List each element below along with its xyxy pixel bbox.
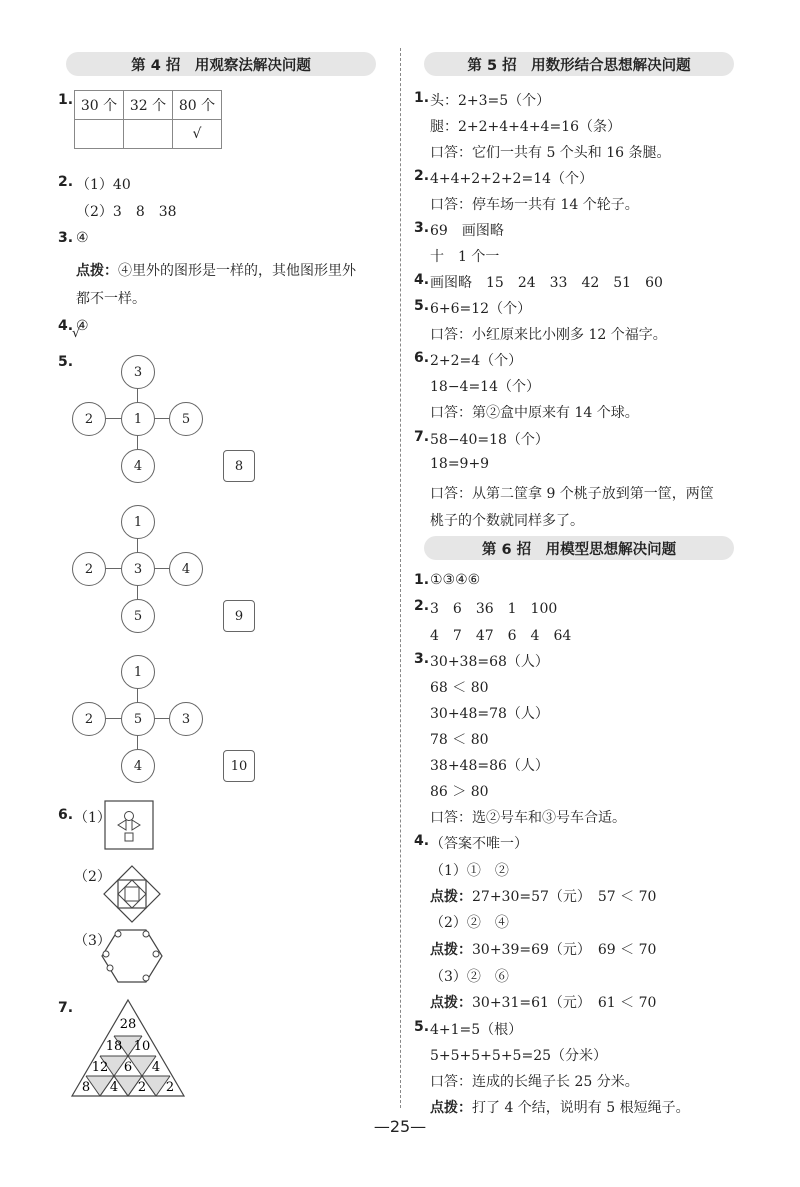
circle-left: 2 — [72, 702, 106, 736]
s5-q7-line-1: 58−40=18（个） — [430, 432, 549, 448]
circle-bottom: 5 — [121, 599, 155, 633]
s6-q3-line-7: 口答：选②号车和③号车合适。 — [430, 810, 626, 826]
s5-q6-number: 6. — [414, 350, 430, 366]
hexagon-figure — [100, 928, 164, 984]
table-cell — [124, 120, 173, 149]
q3-number: 3. — [58, 230, 74, 246]
s6-q4-hint-2 — [430, 939, 656, 959]
hint-text: 30+31=61（元） 61 ＜ 70 — [472, 995, 657, 1011]
hint-label: 点拨： — [430, 889, 472, 905]
q3-line-3: 都不一样。 — [76, 291, 146, 307]
q3-hint — [76, 260, 356, 280]
page-number: —25— — [373, 1117, 427, 1136]
q5-number: 5. — [58, 354, 74, 370]
q7-number: 7. — [58, 1000, 74, 1016]
circle-center: 3 — [121, 552, 155, 586]
hint-label: 点拨： — [430, 1100, 472, 1116]
s6-q3-number: 3. — [414, 651, 430, 667]
s6-q3-line-4: 78 ＜ 80 — [430, 732, 489, 748]
section-5-title: 第 5 招 用数形结合思想解决问题 — [467, 57, 691, 74]
nested-squares-figure — [102, 864, 162, 924]
pyramid-cell: 6 — [123, 1060, 133, 1075]
s6-q3-line-6: 86 ＞ 80 — [430, 784, 489, 800]
hint-text: 27+30=57（元） 57 ＜ 70 — [472, 889, 657, 905]
hint-label: 点拨： — [430, 995, 472, 1011]
q1-number: 1. — [58, 92, 74, 108]
circle-left: 2 — [72, 402, 106, 436]
s6-q2-line-2: 4 7 47 6 4 64 — [430, 628, 572, 644]
q6-part-2-label: （2） — [74, 869, 111, 885]
s5-q1-line-2: 腿：2+2+4+4+4=16（条） — [430, 119, 622, 135]
pyramid-cell: 2 — [137, 1080, 147, 1095]
q2-number: 2. — [58, 174, 74, 190]
q2-line-1: （1）40 — [76, 177, 131, 193]
table-cell: 32 个 — [124, 91, 173, 120]
s6-q2-number: 2. — [414, 598, 430, 614]
hint-text: 30+39=69（元） 69 ＜ 70 — [472, 942, 657, 958]
s5-q3-line-2: 十 1 个一 — [430, 249, 500, 265]
sum-box: 10 — [223, 750, 255, 782]
answer-table — [74, 90, 222, 149]
q6-part-3-label: （3） — [74, 933, 111, 949]
pyramid-cell: 28 — [119, 1017, 137, 1032]
s5-q2-line-2: 口答：停车场一共有 14 个轮子。 — [430, 197, 639, 213]
s6-q3-line-3: 30+48=78（人） — [430, 706, 549, 722]
hint-text: 打了 4 个结，说明有 5 根短绳子。 — [472, 1100, 690, 1116]
pyramid-cell: 12 — [91, 1060, 109, 1075]
hint-label: 点拨： — [76, 263, 118, 279]
circle-center: 5 — [121, 702, 155, 736]
sum-box: 8 — [223, 450, 255, 482]
section-4-title: 第 4 招 用观察法解决问题 — [131, 57, 311, 74]
s5-q2-number: 2. — [414, 168, 430, 184]
number-pyramid — [70, 998, 186, 1110]
s5-q5-line-2: 口答：小红原来比小刚多 12 个福字。 — [430, 327, 667, 343]
s6-q3-line-2: 68 ＜ 80 — [430, 680, 489, 696]
s6-q4-number: 4. — [414, 833, 430, 849]
s5-q1-line-3: 口答：它们一共有 5 个头和 16 条腿。 — [430, 145, 671, 161]
circle-top: 1 — [121, 505, 155, 539]
pyramid-cell: 10 — [133, 1039, 151, 1054]
s6-q4-line-1: （答案不唯一） — [430, 836, 528, 852]
circle-top: 3 — [121, 355, 155, 389]
s6-q4-line-2: （1）① ② — [430, 863, 509, 879]
section-6-title: 第 6 招 用模型思想解决问题 — [481, 541, 677, 558]
circle-bottom: 4 — [121, 749, 155, 783]
pyramid-cell: 4 — [151, 1060, 161, 1075]
q6-number: 6. — [58, 807, 74, 823]
s5-q6-line-1: 2+2=4（个） — [430, 353, 523, 369]
q4-number: 4. — [58, 318, 74, 334]
hint-text: ④里外的图形是一样的，其他图形里外 — [118, 263, 356, 279]
table-cell: 80 个 — [173, 91, 222, 120]
check-mark-icon: √ — [72, 326, 81, 341]
table-cell — [75, 120, 124, 149]
circle-left: 2 — [72, 552, 106, 586]
s6-q1-number: 1. — [414, 572, 430, 588]
s6-q3-line-5: 38+48=86（人） — [430, 758, 549, 774]
s5-q4-number: 4. — [414, 272, 430, 288]
table-row — [75, 91, 222, 120]
s5-q7-line-3: 口答：从第二筐拿 9 个桃子放到第一筐，两筐 — [430, 486, 714, 502]
s5-q3-number: 3. — [414, 220, 430, 236]
s6-q3-line-1: 30+38=68（人） — [430, 654, 549, 670]
pyramid-cell: 2 — [165, 1080, 175, 1095]
s6-q1-line-1: ①③④⑥ — [430, 572, 481, 588]
section-4-banner — [66, 52, 376, 76]
s5-q5-line-1: 6+6=12（个） — [430, 301, 532, 317]
s5-q7-line-2: 18=9+9 — [430, 456, 490, 472]
circle-right: 3 — [169, 702, 203, 736]
square-shapes-figure — [104, 800, 154, 850]
s5-q7-line-4: 桃子的个数就同样多了。 — [430, 513, 584, 529]
s6-q4-hint-1 — [430, 886, 656, 906]
right-column — [400, 0, 800, 1187]
table-cell: 30 个 — [75, 91, 124, 120]
s6-q5-number: 5. — [414, 1019, 430, 1035]
q3-line-1: ④ — [76, 230, 89, 246]
s6-q5-line-3: 口答：连成的长绳子长 25 分米。 — [430, 1074, 639, 1090]
s6-q5-line-1: 4+1=5（根） — [430, 1022, 523, 1038]
section-5-banner — [424, 52, 734, 76]
s5-q7-number: 7. — [414, 429, 430, 445]
s6-q4-line-3: （2）② ④ — [430, 915, 509, 931]
s5-q5-number: 5. — [414, 298, 430, 314]
circle-center: 1 — [121, 402, 155, 436]
s5-q4-line-1: 画图略 15 24 33 42 51 60 — [430, 275, 663, 291]
s5-q1-line-1: 头：2+3=5（个） — [430, 93, 551, 109]
table-row — [75, 120, 222, 149]
section-6-banner — [424, 536, 734, 560]
pyramid-cell: 18 — [105, 1039, 123, 1054]
q2-line-2: （2）3 8 38 — [76, 204, 177, 220]
s5-q6-line-2: 18−4=14（个） — [430, 379, 540, 395]
s6-q2-line-1: 3 6 36 1 100 — [430, 601, 558, 617]
circle-right: 4 — [169, 552, 203, 586]
s5-q2-line-1: 4+4+2+2+2=14（个） — [430, 171, 594, 187]
s5-q3-line-1: 69 画图略 — [430, 223, 504, 239]
s6-q5-line-2: 5+5+5+5+5=25（分米） — [430, 1048, 608, 1064]
pyramid-cell: 8 — [81, 1080, 91, 1095]
s6-q4-line-4: （3）② ⑥ — [430, 969, 509, 985]
s5-q6-line-3: 口答：第②盒中原来有 14 个球。 — [430, 405, 639, 421]
pyramid-cell: 4 — [109, 1080, 119, 1095]
circle-right: 5 — [169, 402, 203, 436]
s6-q5-hint — [430, 1097, 690, 1117]
s6-q4-hint-3 — [430, 992, 656, 1012]
q4-line-1: ④ — [76, 318, 89, 334]
hint-label: 点拨： — [430, 942, 472, 958]
s5-q1-number: 1. — [414, 90, 430, 106]
circle-top: 1 — [121, 655, 155, 689]
circle-bottom: 4 — [121, 449, 155, 483]
q6-part-1-label: （1） — [74, 810, 111, 826]
table-cell: √ — [173, 120, 222, 149]
sum-box: 9 — [223, 600, 255, 632]
